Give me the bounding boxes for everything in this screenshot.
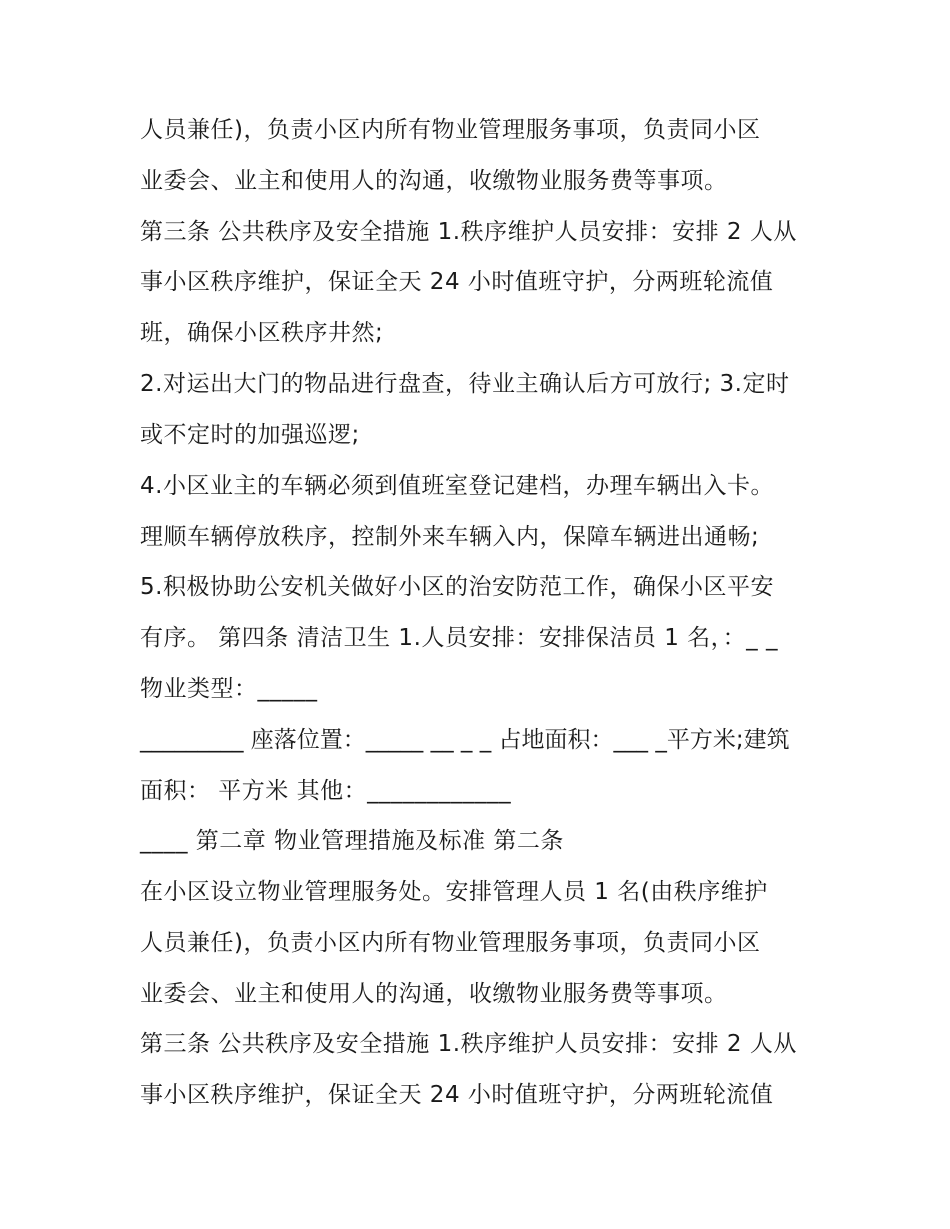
text-line: 业委会、业主和使用人的沟通，收缴物业服务费等事项。 [140, 168, 728, 194]
text-line: 2.对运出大门的物品进行盘查，待业主确认后方可放行; 3.定时 [140, 371, 790, 397]
text-line: 在小区设立物业管理服务处。安排管理人员 1 名(由秩序维护 [140, 879, 768, 905]
text-line: 4.小区业主的车辆必须到值班室登记建档，办理车辆出入卡。 [140, 473, 774, 499]
text-line: 理顺车辆停放秩序，控制外来车辆入内，保障车辆进出通畅; [140, 524, 760, 550]
text-line: 物业类型：_____ [140, 676, 318, 702]
text-line: _________ 座落位置：_____ __ _ _ 占地面积：___ _平方米;建筑 [140, 727, 790, 753]
text-line: 第三条 公共秩序及安全措施 1.秩序维护人员安排：安排 2 人从 [140, 219, 797, 245]
text-line: 事小区秩序维护，保证全天 24 小时值班守护，分两班轮流值 [140, 269, 774, 295]
text-line: 业委会、业主和使用人的沟通，收缴物业服务费等事项。 [140, 981, 728, 1007]
text-line: 有序。 第四条 清洁卫生 1.人员安排：安排保洁员 1 名，：_ _ [140, 625, 778, 651]
text-line: 第三条 公共秩序及安全措施 1.秩序维护人员安排：安排 2 人从 [140, 1031, 797, 1057]
text-line: ____ 第二章 物业管理措施及标准 第二条 [140, 828, 564, 854]
text-line: 人员兼任)，负责小区内所有物业管理服务事项，负责同小区 [140, 930, 761, 956]
text-line: 人员兼任)，负责小区内所有物业管理服务事项，负责同小区 [140, 117, 761, 143]
text-line: 事小区秩序维护，保证全天 24 小时值班守护，分两班轮流值 [140, 1082, 774, 1108]
text-line: 或不定时的加强巡逻; [140, 422, 360, 448]
text-line: 面积： 平方米 其他：____________ [140, 778, 512, 804]
text-line: 班，确保小区秩序井然; [140, 320, 384, 346]
text-line: 5.积极协助公安机关做好小区的治安防范工作，确保小区平安 [140, 574, 774, 600]
